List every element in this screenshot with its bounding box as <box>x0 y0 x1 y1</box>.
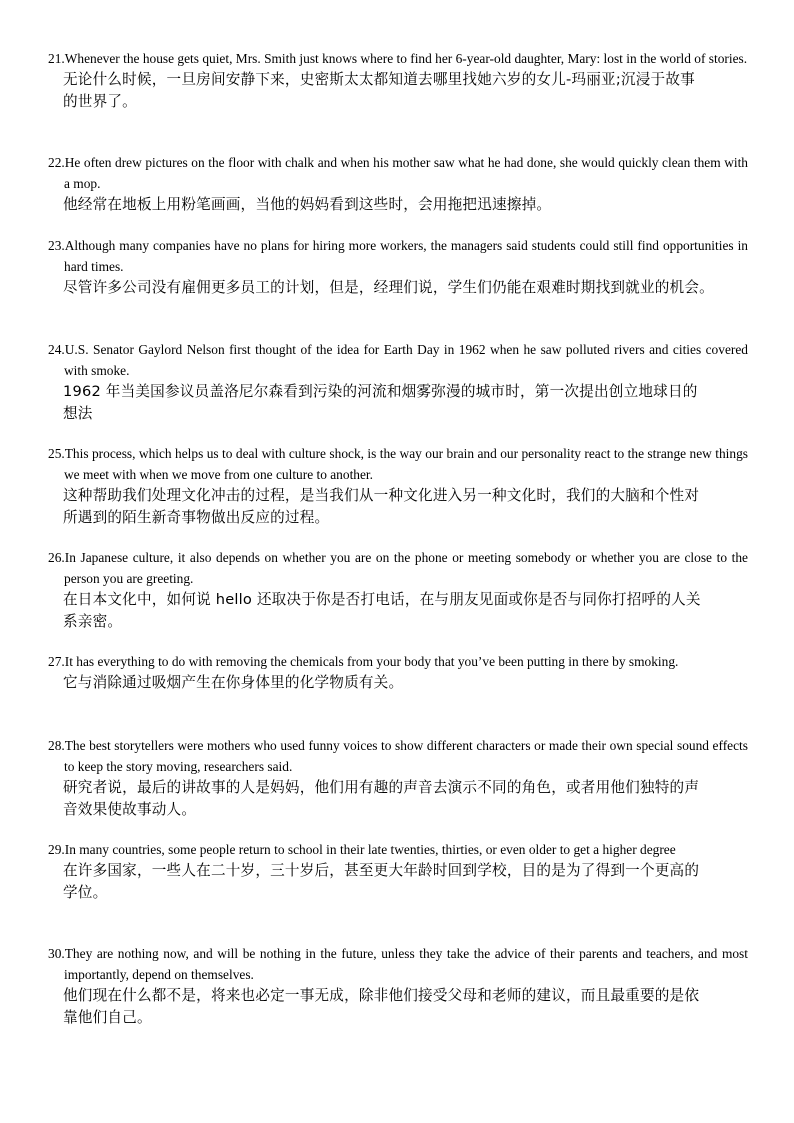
chinese-translation: 1962 年当美国参议员盖洛尼尔森看到污染的河流和烟雾弥漫的城市时，第一次提出创立地球日的 想法 <box>63 383 698 422</box>
chinese-translation: 在日本文化中，如何说 hello 还取决于你是否打电话，在与朋友见面或你是否与同你打招呼的人关 系亲密。 <box>63 591 701 630</box>
english-sentence <box>48 443 748 485</box>
english-sentence <box>48 651 748 672</box>
english-sentence <box>48 547 748 589</box>
english-sentence <box>48 152 748 194</box>
sentence-item-29 <box>48 839 748 904</box>
english-text: In Japanese culture, it also depends on whether you are on the phone or meeting somebody or whether you are close to the person you are greeting. <box>64 550 748 586</box>
english-sentence <box>48 48 748 69</box>
english-sentence <box>48 735 748 777</box>
chinese-translation: 尽管许多公司没有雇佣更多员工的计划，但是，经理们说，学生们仍能在艰难时期找到就业的机会。 <box>63 279 714 296</box>
sentence-item-21 <box>48 48 748 113</box>
english-text: He often drew pictures on the floor with chalk and when his mother saw what he had done, she would quickly clean them with a mop. <box>64 155 748 191</box>
chinese-translation: 他们现在什么都不是，将来也必定一事无成，除非他们接受父母和老师的建议，而且最重要的是依 靠他们自己。 <box>63 987 700 1026</box>
sentence-item-26 <box>48 547 748 633</box>
english-sentence <box>48 339 748 381</box>
item-number: 23. <box>48 238 65 253</box>
sentence-item-23 <box>48 235 748 299</box>
sentence-item-24 <box>48 339 748 425</box>
item-number: 29. <box>48 842 65 857</box>
chinese-translation: 在许多国家，一些人在二十岁，三十岁后，甚至更大年龄时回到学校，目的是为了得到一个更高的 学位。 <box>63 862 700 901</box>
chinese-translation: 无论什么时候，一旦房间安静下来，史密斯太太都知道去哪里找她六岁的女儿-玛丽亚;沉浸于故事 的世界了。 <box>63 71 695 110</box>
chinese-translation: 研究者说，最后的讲故事的人是妈妈，他们用有趣的声音去演示不同的角色，或者用他们独特的声 音效果使故事动人。 <box>63 779 700 818</box>
sentence-item-22 <box>48 152 748 216</box>
sentence-item-27 <box>48 651 748 694</box>
chinese-translation: 它与消除通过吸烟产生在你身体里的化学物质有关。 <box>63 674 404 691</box>
english-sentence <box>48 235 748 277</box>
english-text: In many countries, some people return to school in their late twenties, thirties, or even older to get a higher degree <box>64 842 676 857</box>
sentence-item-28 <box>48 735 748 821</box>
item-number: 26. <box>48 550 65 565</box>
english-text: They are nothing now, and will be nothing in the future, unless they take the advice of their parents and teachers, and most importantly, depend on themselves. <box>64 946 748 982</box>
chinese-translation: 他经常在地板上用粉笔画画，当他的妈妈看到这些时，会用拖把迅速擦掉。 <box>63 196 552 213</box>
english-text: U.S. Senator Gaylord Nelson first thought of the idea for Earth Day in 1962 when he saw polluted rivers and cities covered with smoke. <box>64 342 748 378</box>
english-sentence <box>48 943 748 985</box>
english-sentence <box>48 839 748 860</box>
item-number: 21. <box>48 51 65 66</box>
item-number: 28. <box>48 738 65 753</box>
english-text: This process, which helps us to deal with culture shock, is the way our brain and our personality react to the strange new things we meet with when we move from one culture to another. <box>64 446 748 482</box>
item-number: 22. <box>48 155 65 170</box>
item-number: 30. <box>48 946 65 961</box>
item-number: 24. <box>48 342 65 357</box>
item-number: 25. <box>48 446 65 461</box>
sentence-item-25 <box>48 443 748 529</box>
english-text: Although many companies have no plans for hiring more workers, the managers said students could still find opportunities in hard times. <box>64 238 748 274</box>
english-text: Whenever the house gets quiet, Mrs. Smith just knows where to find her 6-year-old daughter, Mary: lost in the world of stories. <box>64 51 748 66</box>
sentence-item-30 <box>48 943 748 1029</box>
item-number: 27. <box>48 654 65 669</box>
english-text: It has everything to do with removing the chemicals from your body that you’ve been putting in there by smoking. <box>64 654 679 669</box>
english-text: The best storytellers were mothers who used funny voices to show different characters or made their own special sound effects to keep the story moving, researchers said. <box>64 738 748 774</box>
chinese-translation: 这种帮助我们处理文化冲击的过程，是当我们从一种文化进入另一种文化时，我们的大脑和个性对 所遇到的陌生新奇事物做出反应的过程。 <box>63 487 700 526</box>
